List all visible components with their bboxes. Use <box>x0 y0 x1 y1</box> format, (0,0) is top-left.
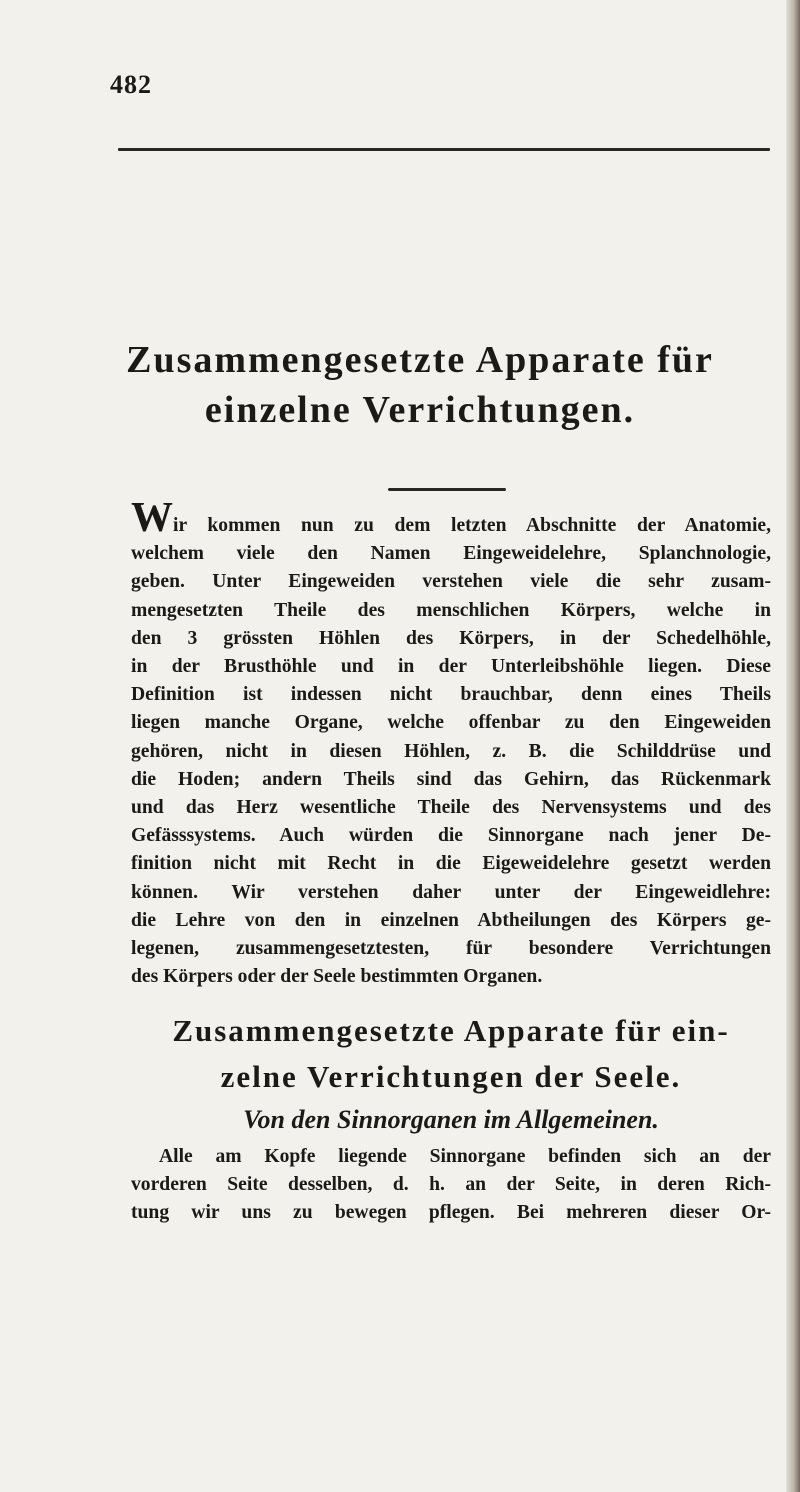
intro-line: liegen manche Organe, welche offenbar zu den Eingeweiden <box>131 712 771 734</box>
title-divider <box>388 488 506 491</box>
subsection-heading: Von den Sinnorganen im Allgemeinen. <box>243 1105 659 1134</box>
intro-line: und das Herz wesentliche Theile des Nervensystems und des <box>131 797 771 819</box>
section-heading-line-2: zelne Verrichtungen der Seele. <box>220 1059 682 1094</box>
intro-line: finition nicht mit Recht in die Eigeweidelehre gesetzt werden <box>131 853 771 875</box>
intro-line: mengesetzten Theile des menschlichen Körpers, welche in <box>131 599 771 621</box>
section-line: vorderen Seite desselben, d. h. an der Seite, in deren Rich- <box>131 1174 771 1196</box>
section-line: tung wir uns zu bewegen pflegen. Bei mehreren dieser Or- <box>131 1202 771 1224</box>
intro-line: welchem viele den Namen Eingeweidelehre, Splanchnologie, <box>131 543 771 565</box>
intro-line: die Lehre von den in einzelnen Abtheilungen des Körpers ge- <box>131 909 771 931</box>
intro-line: gehören, nicht in diesen Höhlen, z. B. die Schilddrüse und <box>131 740 771 762</box>
chapter-title <box>60 335 780 435</box>
intro-line: Definition ist indessen nicht brauchbar, denn eines Theils <box>131 684 771 706</box>
section-line: Alle am Kopfe liegende Sinnorgane befinden sich an der <box>159 1146 771 1167</box>
intro-line: die Hoden; andern Theils sind das Gehirn, das Rückenmark <box>131 768 771 790</box>
page-edge-shadow <box>786 0 800 1492</box>
section-heading-line-1: Zusammengesetzte Apparate für ein- <box>172 1013 730 1048</box>
intro-line: geben. Unter Eingeweiden verstehen viele die sehr zusam- <box>131 571 771 593</box>
chapter-title-line-2: einzelne Verrichtungen. <box>204 389 636 431</box>
dropcap-letter: W <box>131 495 173 541</box>
section-heading <box>131 1008 771 1100</box>
header-rule <box>118 148 770 151</box>
page-number: 482 <box>110 70 152 99</box>
intro-line: legenen, zusammengesetztesten, für besondere Verrichtungen <box>131 938 771 960</box>
intro-line: können. Wir verstehen daher unter der Eingeweidlehre: <box>131 881 771 903</box>
intro-line: in der Brusthöhle und in der Unterleibshöhle liegen. Diese <box>131 656 771 678</box>
intro-line-text: ir kommen nun zu dem letzten Abschnitte der Anatomie, <box>173 515 771 536</box>
intro-line: des Körpers oder der Seele bestimmten Organen. <box>131 966 543 988</box>
intro-line <box>131 495 771 541</box>
section-paragraph <box>131 1143 771 1228</box>
intro-line: Gefässsystems. Auch würden die Sinnorgane nach jener De- <box>131 825 771 847</box>
chapter-title-line-1: Zusammengesetzte Apparate für <box>126 339 714 381</box>
intro-line: den 3 grössten Höhlen des Körpers, in der Schedelhöhle, <box>131 627 771 649</box>
intro-paragraph <box>131 495 771 991</box>
